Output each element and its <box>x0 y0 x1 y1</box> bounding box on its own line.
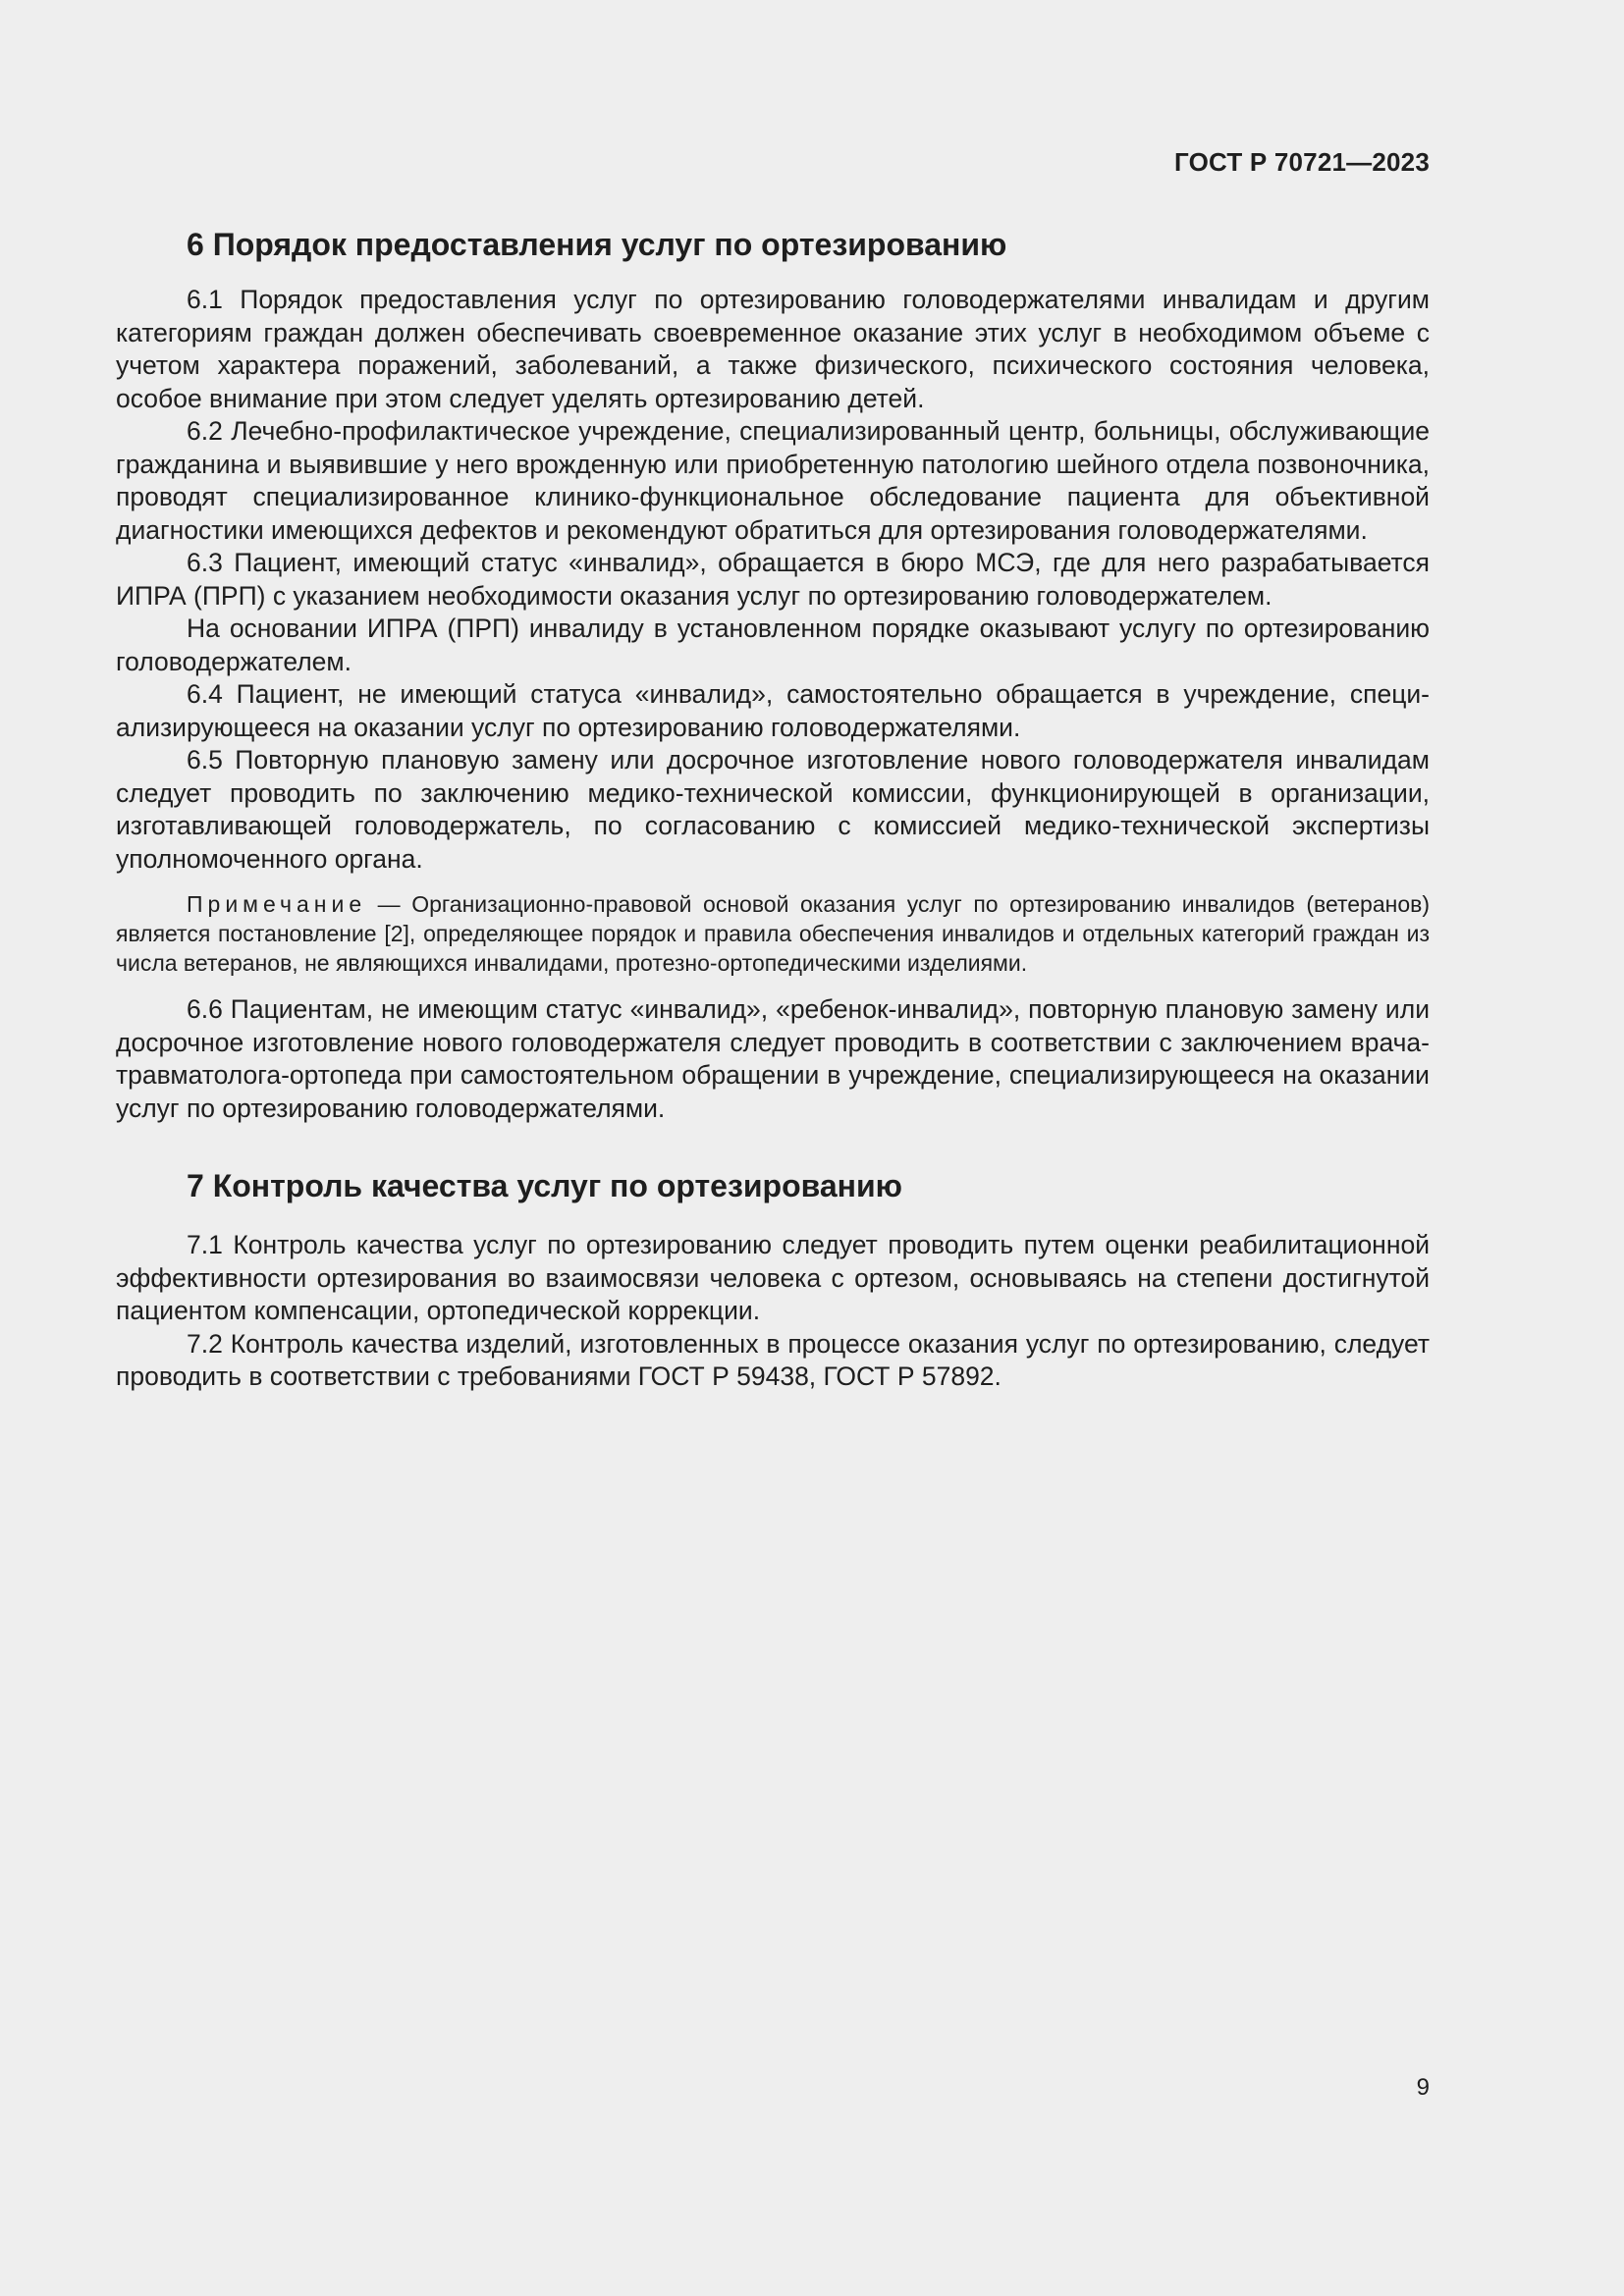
paragraph-6-5: 6.5 Повторную плановую замену или досрочное изготовление нового головодержателя инвалидам следует проводить по заключению медико-технической комиссии, функционирующей в организации, изготавливающей головодержатель, по согласованию с комиссией медико-технической экспертизы уполномоченного органа. <box>116 745 1430 874</box>
paragraph-6-3-continued: На основании ИПРА (ПРП) инвалиду в установленном порядке оказывают услугу по ортезированию головодержателем. <box>116 614 1430 676</box>
paragraph-6-2: 6.2 Лечебно-профилактическое учреждение, специализированный центр, больницы, обслуживающие гражданина и выявившие у него врожденную или приобретенную патологию шейного отдела позвоночника, проводят специализированное клинико-функциональное обследование пациента для объективной диагностики имеющихся дефектов и рекомендуют обратиться для ортезирования головодержателями. <box>116 416 1430 545</box>
section-7-heading: 7 Контроль качества услуг по ортезированию <box>187 1168 902 1203</box>
paragraph-6-4: 6.4 Пациент, не имеющий статуса «инвалид», самостоятельно обращается в учреждение, специализирующееся на оказании услуг по ортезированию головодержателями. <box>116 679 1430 742</box>
paragraph-7-2: 7.2 Контроль качества изделий, изготовленных в процессе оказания услуг по ортезированию, следует проводить в соответствии с требованиями ГОСТ Р 59438, ГОСТ Р 57892. <box>116 1328 1430 1391</box>
paragraph-6-6: 6.6 Пациентам, не имеющим статус «инвалид», «ребенок-инвалид», повторную плановую замену или досрочное изготовление нового головодержателя следует проводить в соответствии с заключением врача-травматолога-ортопеда при самостоятельном обращении в учреждение, специализирующееся на оказании услуг по ортезированию головодержателями. <box>116 994 1430 1123</box>
page-content <box>116 221 1430 1394</box>
paragraph-6-3: 6.3 Пациент, имеющий статус «инвалид», обращается в бюро МСЭ, где для него разрабатывается ИПРА (ПРП) с указанием необходимости оказания услуг по ортезированию головодержателем. <box>116 548 1430 611</box>
document-id-header: ГОСТ Р 70721—2023 <box>1174 147 1430 177</box>
note-label: Примечание <box>187 891 367 917</box>
paragraph-7-1: 7.1 Контроль качества услуг по ортезированию следует проводить путем оценки реабилитационной эффективности ортезирования во взаимосвязи человека с ортезом, основываясь на степени достигнутой пациентом компенсации, ортопедической коррекции. <box>116 1230 1430 1325</box>
note-text: — Организационно-правовой основой оказания услуг по ортезированию инвалидов (ветеранов) является постановление [2], определяющее порядок и правила обеспечения инвалидов и отдельных категорий граждан из числа ветеранов, не являющихся инвалидами, протезно-ортопедическими изделиями. <box>116 891 1430 976</box>
paragraph-6-1: 6.1 Порядок предоставления услуг по ортезированию головодержателями инвалидам и другим категориям граждан должен обеспечивать своевременное оказание этих услуг в необходимом объеме с учетом характера поражений, заболеваний, а также физического, психического состояния человека, особое внимание при этом следует уделять ортезированию детей. <box>116 285 1430 413</box>
section-6-heading: 6 Порядок предоставления услуг по ортезированию <box>187 227 1007 262</box>
page-number: 9 <box>1416 2074 1430 2101</box>
note-paragraph <box>116 889 1430 978</box>
